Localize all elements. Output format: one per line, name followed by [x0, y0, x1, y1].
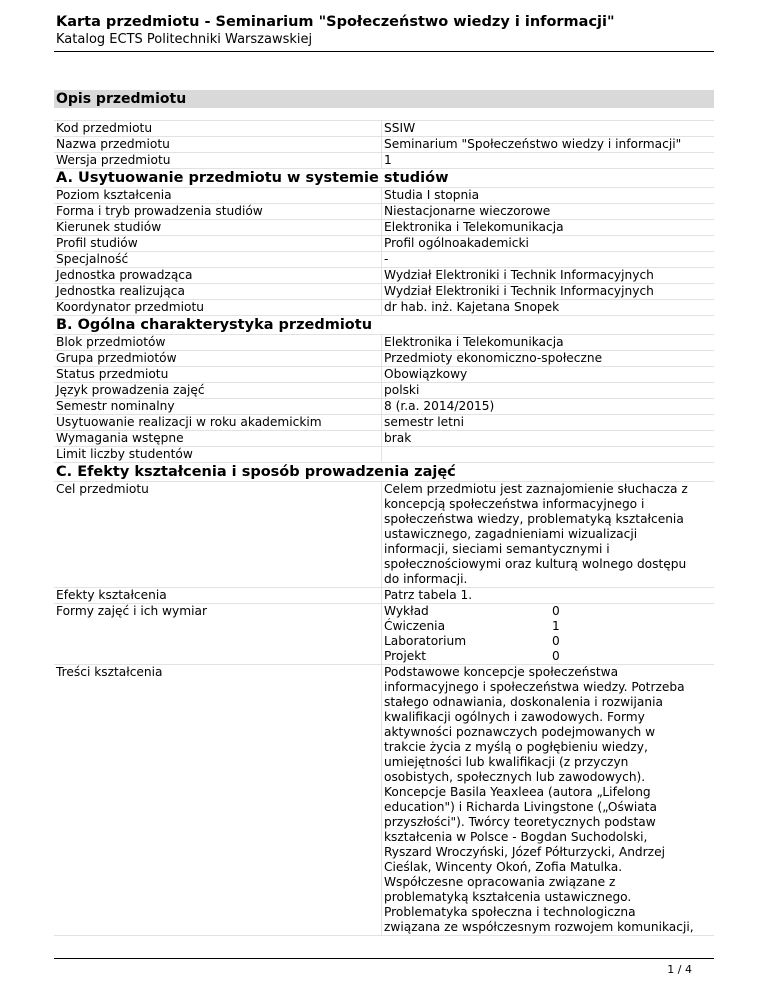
opis-rows: [54, 121, 714, 169]
cel-text-line: informacji, sieciami semantycznymi i: [384, 542, 610, 556]
formy-label: Formy zajęć i ich wymiar: [56, 604, 207, 618]
row-value: Profil ogólnoakademicki: [381, 236, 714, 251]
section-a-heading: A. Usytuowanie przedmiotu w systemie studiów: [54, 169, 714, 188]
header-divider: [54, 51, 714, 52]
row-value: Elektronika i Telekomunikacja: [381, 220, 714, 235]
table-row: [54, 236, 714, 252]
table-row: [54, 415, 714, 431]
forma-zajec-item: [384, 619, 714, 634]
tresci-text-line: education") i Richarda Livingstone („Oświata: [384, 800, 657, 814]
row-value: Obowiązkowy: [381, 367, 714, 382]
document-title: Karta przedmiotu - Seminarium "Społeczeństwo wiedzy i informacji": [56, 14, 615, 30]
row-label: Blok przedmiotów: [56, 335, 166, 349]
row-value: Seminarium "Społeczeństwo wiedzy i informacji": [381, 137, 714, 152]
forma-zajec-item: [384, 634, 714, 649]
tresci-text-line: stałego odnawiania, doskonalenia i rozwijania: [384, 695, 663, 709]
row-value: dr hab. inż. Kajetana Snopek: [381, 300, 714, 315]
table-row: [54, 300, 714, 316]
row-value: Studia I stopnia: [381, 188, 714, 203]
efekty-value: Patrz tabela 1.: [381, 588, 714, 603]
tresci-value: [381, 665, 714, 935]
table-row: [54, 153, 714, 169]
row-value: Wydział Elektroniki i Technik Informacyjnych: [381, 268, 714, 283]
tresci-text-line: umiejętności lub kwalifikacji (z przyczyn: [384, 755, 629, 769]
table-row: [54, 431, 714, 447]
row-label: Poziom kształcenia: [56, 188, 172, 202]
spacer-row: [54, 108, 714, 121]
table-row: [54, 399, 714, 415]
table-row: [54, 188, 714, 204]
row-value: Niestacjonarne wieczorowe: [381, 204, 714, 219]
cel-text-line: Celem przedmiotu jest zaznajomienie słuchacza z: [384, 482, 688, 496]
forma-zajec-type: Wykład: [384, 604, 429, 618]
row-value: [381, 447, 714, 462]
row-label: Forma i tryb prowadzenia studiów: [56, 204, 263, 218]
table-row: [54, 268, 714, 284]
table-row: [54, 447, 714, 463]
row-label: Koordynator przedmiotu: [56, 300, 204, 314]
row-label: Wymagania wstępne: [56, 431, 184, 445]
footer-divider: [54, 958, 714, 959]
tresci-text-line: kształcenia w Polsce - Bogdan Suchodolski,: [384, 830, 648, 844]
formy-row: [54, 604, 714, 665]
row-value: brak: [381, 431, 714, 446]
tresci-text-line: Współczesne opracowania związane z: [384, 875, 616, 889]
row-label: Usytuowanie realizacji w roku akademickim: [56, 415, 322, 429]
row-label: Jednostka prowadząca: [56, 268, 193, 282]
table-row: [54, 121, 714, 137]
forma-zajec-hours: 0: [552, 604, 560, 618]
row-label: Jednostka realizująca: [56, 284, 185, 298]
tresci-text-line: Koncepcje Basila Yeaxleea (autora „Lifelong: [384, 785, 651, 799]
cel-text-line: do informacji.: [384, 572, 468, 586]
table-row: [54, 252, 714, 268]
tresci-text-line: osobistych, społecznych lub zawodowych).: [384, 770, 646, 784]
section-c-heading: C. Efekty kształcenia i sposób prowadzenia zajęć: [54, 463, 714, 482]
table-row: [54, 284, 714, 300]
row-label: Język prowadzenia zajęć: [56, 383, 205, 397]
row-label: Specjalność: [56, 252, 129, 266]
forma-zajec-type: Ćwiczenia: [384, 619, 446, 633]
forma-zajec-hours: 0: [552, 634, 560, 648]
table-row: [54, 137, 714, 153]
tresci-text-line: Ryszard Wroczyński, Józef Półturzycki, Andrzej: [384, 845, 665, 859]
forma-zajec-hours: 1: [552, 619, 560, 633]
row-label: Grupa przedmiotów: [56, 351, 177, 365]
tresci-text-line: przyszłości"). Twórcy teoretycznych podstaw: [384, 815, 656, 829]
cel-przedmiotu-value: [381, 482, 714, 587]
forma-zajec-type: Laboratorium: [384, 634, 467, 648]
row-value: -: [381, 252, 714, 267]
table-row: [54, 367, 714, 383]
opis-heading: Opis przedmiotu: [54, 90, 714, 108]
table-row: [54, 204, 714, 220]
forma-zajec-hours: 0: [552, 649, 560, 663]
document-subtitle: Katalog ECTS Politechniki Warszawskiej: [56, 32, 313, 47]
row-value: SSIW: [381, 121, 714, 136]
tresci-text-line: Podstawowe koncepcje społeczeństwa: [384, 665, 619, 679]
cel-przedmiotu-row: [54, 482, 714, 588]
row-label: Profil studiów: [56, 236, 138, 250]
table-row: [54, 220, 714, 236]
page-number: 1 / 4: [667, 963, 692, 976]
table-row: [54, 383, 714, 399]
tresci-text-line: Cieślak, Wincenty Okoń, Zofia Matulka.: [384, 860, 623, 874]
row-label: Kod przedmiotu: [56, 121, 153, 135]
efekty-label: Efekty kształcenia: [56, 588, 167, 602]
course-card-table: [54, 90, 714, 936]
row-label: Semestr nominalny: [56, 399, 175, 413]
cel-przedmiotu-label: Cel przedmiotu: [56, 482, 149, 496]
tresci-text-line: trakcie życia z myślą o pogłębieniu wiedzy,: [384, 740, 648, 754]
cel-text-line: społeczeństwa wiedzy, problematyką kształcenia: [384, 512, 684, 526]
cel-text-line: ustawicznego, zagadnieniami wizualizacji: [384, 527, 638, 541]
tresci-label: Treści kształcenia: [56, 665, 163, 679]
tresci-text-line: Problematyka społeczna i technologiczna: [384, 905, 636, 919]
row-label: Wersja przedmiotu: [56, 153, 171, 167]
section-a-rows: [54, 188, 714, 316]
tresci-text-line: związana ze współczesnym rozwojem komunikacji,: [384, 920, 694, 934]
forma-zajec-item: [384, 649, 714, 664]
cel-text-line: koncepcją społeczeństwa informacyjnego i: [384, 497, 645, 511]
row-value: polski: [381, 383, 714, 398]
table-row: [54, 335, 714, 351]
row-label: Kierunek studiów: [56, 220, 162, 234]
tresci-text-line: kwalifikacji ogólnych i zawodowych. Formy: [384, 710, 645, 724]
row-value: Elektronika i Telekomunikacja: [381, 335, 714, 350]
section-b-heading: B. Ogólna charakterystyka przedmiotu: [54, 316, 714, 335]
tresci-row: [54, 665, 714, 936]
cel-text-line: społecznościowymi oraz kulturą wolnego dostępu: [384, 557, 687, 571]
tresci-text-line: problematyką kształcenia ustawicznego.: [384, 890, 632, 904]
row-value: 8 (r.a. 2014/2015): [381, 399, 714, 414]
row-value: 1: [381, 153, 714, 168]
row-label: Nazwa przedmiotu: [56, 137, 170, 151]
forma-zajec-item: [384, 604, 714, 619]
table-row: [54, 351, 714, 367]
row-value: Wydział Elektroniki i Technik Informacyjnych: [381, 284, 714, 299]
tresci-text-line: informacyjnego i społeczeństwa wiedzy. Potrzeba: [384, 680, 685, 694]
row-label: Limit liczby studentów: [56, 447, 193, 461]
forma-zajec-type: Projekt: [384, 649, 427, 663]
row-value: semestr letni: [381, 415, 714, 430]
row-label: Status przedmiotu: [56, 367, 169, 381]
row-value: Przedmioty ekonomiczno-społeczne: [381, 351, 714, 366]
tresci-text-line: aktywności poznawczych podejmowanych w: [384, 725, 656, 739]
section-b-rows: [54, 335, 714, 463]
formy-value: [381, 604, 714, 664]
efekty-row: [54, 588, 714, 604]
